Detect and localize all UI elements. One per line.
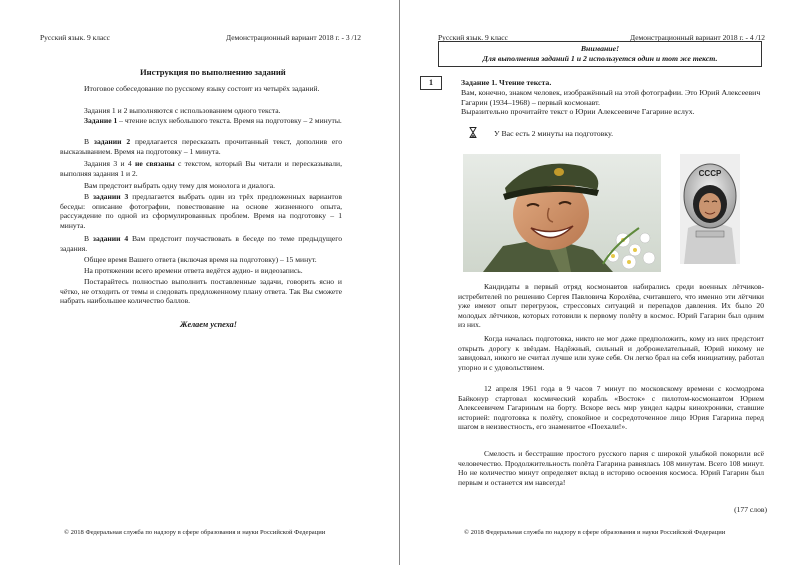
notice-text: Для выполнения заданий 1 и 2 используется один и тот же текст. xyxy=(482,54,718,63)
cosmonaut-helmet-photo xyxy=(680,154,740,264)
task-title: Задание 1. Чтение текста. xyxy=(461,78,552,87)
notice-heading: Внимание! xyxy=(580,44,620,53)
header-variant: Демонстрационный вариант 2018 г. - 3 /12 xyxy=(226,33,362,42)
task-intro: Вам, конечно, знаком человек, изображённый на этой фотографии. Это Юрий Алексеевич Гагарин (1934–1968) – первый космонавт. xyxy=(461,87,761,107)
text-paragraph-2: Когда началась подготовка, никто не мог даже предположить, кому из них предстоит открыть дорогу к звёздам. Надёжный, сильный и доброжелательный, Юрий никому не завидовал, никого не считал лучше или хуже себя. Он легко брал на себя инициативу, работал упорно и с удовольствием. xyxy=(458,334,764,372)
paragraph-tasks-1-2: Задания 1 и 2 выполняются с использованием одного текста. xyxy=(84,106,281,115)
good-luck-text: Желаем успеха! xyxy=(180,320,237,329)
word-count: (177 слов) xyxy=(734,505,767,514)
text-paragraph-1: Кандидаты в первый отряд космонавтов набирались среди военных лётчиков-истребителей по решению Сергея Павловича Королёва, считавшего, что именно эти лётчики уже имеют опыт перегрузок, стрессовых ситуаций и перепадов давления. Их было 20 молодых лётчиков, которых готовили к первому полёту в космос. Юрий Гагарин был одним из них. xyxy=(458,282,764,330)
paragraph-task-2: В задании 2 предлагается пересказать прочитанный текст, дополнив его высказыванием. Время на подготовку – 1 минута. xyxy=(60,137,342,156)
hourglass-icon xyxy=(469,127,477,140)
text-paragraph-3: 12 апреля 1961 года в 9 часов 7 минут по московскому времени с космодрома Байконур стартовал космический корабль «Восток» с пилотом-космонавтом Юрием Алексеевичем Гагариным на борту. Вскоре весь мир увидел кадры кинохроники, ставшие историей: подготовка к полёту, спокойное и сосредоточенное лицо Юрия Гагарина перед шагом в неизвестность, его знаменитое «Поехали!». xyxy=(458,384,764,432)
task-description xyxy=(461,78,773,117)
paragraph-intro: Итоговое собеседование по русскому языку состоит из четырёх заданий. xyxy=(84,84,320,93)
paragraph-topic: Вам предстоит выбрать одну тему для монолога и диалога. xyxy=(84,181,276,190)
task-number-box: 1 xyxy=(420,76,442,90)
header-subject: Русский язык. 9 класс xyxy=(40,33,110,42)
paragraph-advice: Постарайтесь полностью выполнить поставленные задачи, говорить ясно и чётко, не отходить от темы и следовать предложенному плану ответа. Так Вы сможете набрать наибольшее количество баллов. xyxy=(60,277,342,306)
attention-notice xyxy=(438,41,762,67)
smiling-cosmonaut-photo xyxy=(463,154,661,272)
paragraph-task-4: В задании 4 Вам предстоит поучаствовать в беседе по теме предыдущего задания. xyxy=(60,234,342,253)
timer-text: У Вас есть 2 минуты на подготовку. xyxy=(494,129,614,138)
header-variant: Демонстрационный вариант 2018 г. - 4 /12 xyxy=(630,33,766,42)
paragraph-tasks-3-4: Задания 3 и 4 не связаны с текстом, который Вы читали и пересказывали, выполняя задания 1 и 2. xyxy=(60,159,342,178)
footer-copyright: © 2018 Федеральная служба по надзору в сфере образования и науки Российской Федерации xyxy=(464,529,726,536)
paragraph-task-1: Задание 1 – чтение вслух небольшого текста. Время на подготовку – 2 минуты. xyxy=(84,116,342,125)
paragraph-task-3: В задании 3 предлагается выбрать один из трёх предложенных вариантов беседы: описание фотографии, повествование на основе жизненного опыта, рассуждение по одной из сформулированных проблем. Время на подготовку – 1 минута. xyxy=(60,192,342,230)
paragraph-time: Общее время Вашего ответа (включая время на подготовку) – 15 минут. xyxy=(84,255,317,264)
header-subject: Русский язык. 9 класс xyxy=(438,33,508,42)
page-title: Инструкция по выполнению заданий xyxy=(140,67,286,77)
paragraph-recording: На протяжении всего времени ответа ведётся аудио- и видеозапись. xyxy=(84,266,303,275)
footer-copyright: © 2018 Федеральная служба по надзору в сфере образования и науки Российской Федерации xyxy=(64,529,326,536)
page-right xyxy=(400,0,800,565)
text-paragraph-4: Смелость и бесстрашие простого русского парня с широкой улыбкой покорили всё человечество. Продолжительность полёта Гагарина равнялась 108 минутам. Всего 108 минут. Но не количество минут определяет вклад в историю освоения космоса. Юрий Гагарин был первым и останется им навсегда! xyxy=(458,449,764,487)
helmet-cccp-text: СССР xyxy=(698,169,722,178)
timer-row xyxy=(469,127,613,140)
task-instruction: Выразительно прочитайте текст о Юрии Алексеевиче Гагарине вслух. xyxy=(461,107,695,117)
